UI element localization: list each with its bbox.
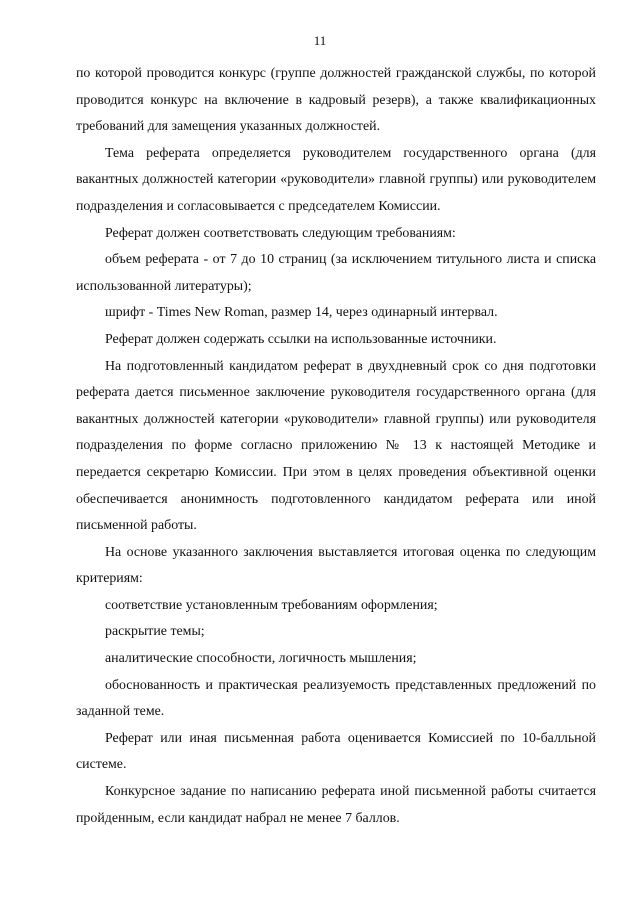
paragraph: Конкурсное задание по написанию реферата иной письменной работы считается пройденным, если кандидат набрал не менее 7 баллов.: [76, 784, 596, 826]
paragraph: На основе указанного заключения выставляется итоговая оценка по следующим критериям:: [76, 544, 596, 587]
list-item: шрифт - Times New Roman, размер 14, через одинарный интервал.: [105, 305, 498, 321]
list-item: объем реферата - от 7 до 10 страниц (за исключением титульного листа и списка использованной литературы);: [76, 252, 596, 294]
paragraph: Тема реферата определяется руководителем государственного органа (для вакантных должностей категории «руководители» главной группы) или руководителем подразделения и согласовывается с председателем Комиссии.: [76, 145, 596, 214]
paragraph: по которой проводится конкурс (группе должностей гражданской службы, по которой проводится конкурс на включение в кадровый резерв), а также квалификационных требований для замещения указанных должностей.: [76, 66, 596, 135]
list-item: соответствие установленным требованиям оформления;: [105, 597, 438, 613]
page-number: 11: [313, 33, 327, 48]
list-item: раскрытие темы;: [105, 624, 205, 640]
paragraph: На подготовленный кандидатом реферат в двухдневный срок со дня подготовки реферата дается письменное заключение руководителя государственного органа (для вакантных должностей категории «руководители» главной группы) или руководителя подразделения по форме согласно приложению № 13 к настоящей Методике и передается секретарю Комиссии. При этом в целях проведения объективной оценки обеспечивается анонимность подготовленного кандидатом реферата или иной письменной работы.: [76, 358, 596, 534]
paragraph: Реферат должен содержать ссылки на использованные источники.: [105, 331, 497, 347]
paragraph: Реферат или иная письменная работа оценивается Комиссией по 10-балльной системе.: [76, 730, 596, 773]
document-body: [76, 61, 596, 832]
paragraph: Реферат должен соответствовать следующим требованиям:: [105, 225, 456, 241]
list-item: аналитические способности, логичность мышления;: [105, 651, 417, 667]
list-item: обоснованность и практическая реализуемость представленных предложений по заданной теме.: [76, 677, 596, 720]
